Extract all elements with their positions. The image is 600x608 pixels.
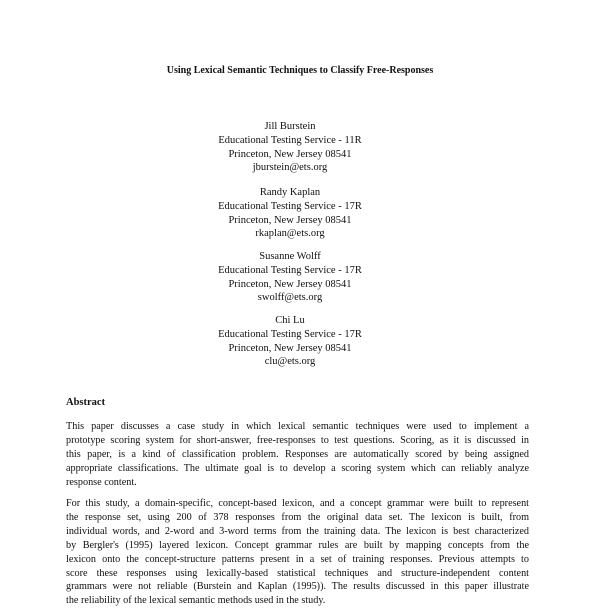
author-email: swolff@ets.org bbox=[257, 292, 323, 304]
author-name: Randy Kaplan bbox=[259, 187, 321, 198]
abstract-line: response content. bbox=[66, 476, 137, 488]
author-name: Jill Burstein bbox=[264, 121, 316, 132]
abstract-line: score these responses using lexically-based statistical techniques and structure-independent content bbox=[66, 567, 529, 579]
abstract-line: appropriate classifications. The ultimate goal is to develop a scoring system which can reliably analyze bbox=[66, 462, 529, 474]
author-address: Princeton, New Jersey 08541 bbox=[228, 342, 352, 354]
author-affiliation: Educational Testing Service - 17R bbox=[218, 264, 362, 276]
author-affiliation: Educational Testing Service - 11R bbox=[218, 134, 362, 146]
abstract-line: the response set, using 200 of 378 responses from the original data set. The lexicon is built, from bbox=[66, 511, 529, 523]
abstract-line: this paper, is a kind of classification problem. Responses are automatically scored by being assigned bbox=[66, 448, 529, 460]
paper-title: Using Lexical Semantic Techniques to Classify Free-Responses bbox=[166, 65, 434, 76]
abstract-line: prototype scoring system for short-answer, free-responses to test questions. Scoring, as it is discussed in bbox=[66, 434, 529, 446]
author-email: clu@ets.org bbox=[264, 356, 316, 368]
abstract-heading: Abstract bbox=[66, 397, 106, 408]
abstract-paragraph bbox=[66, 497, 529, 608]
author-block bbox=[0, 120, 580, 175]
author-address: Princeton, New Jersey 08541 bbox=[228, 148, 352, 160]
author-address: Princeton, New Jersey 08541 bbox=[228, 214, 352, 226]
author-block bbox=[0, 250, 580, 305]
author-address: Princeton, New Jersey 08541 bbox=[228, 278, 352, 290]
author-affiliation: Educational Testing Service - 17R bbox=[218, 200, 362, 212]
abstract-line: This paper discusses a case study in which lexical semantic techniques were used to implement a bbox=[66, 421, 529, 432]
author-affiliation: Educational Testing Service - 17R bbox=[218, 328, 362, 340]
author-block bbox=[0, 314, 580, 369]
abstract-line: For this study, a domain-specific, concept-based lexicon, and a concept grammar were built to represent bbox=[66, 498, 529, 509]
author-name: Chi Lu bbox=[275, 315, 305, 326]
abstract-line: grammars were not reliable (Burstein and Kaplan (1995)). The results discussed in this paper illustrate bbox=[66, 581, 529, 593]
author-name: Susanne Wolff bbox=[259, 251, 321, 262]
abstract-line: lexicon onto the concept-structure patterns present in a set of training responses. Previous attempts to bbox=[66, 553, 529, 565]
author-email: rkaplan@ets.org bbox=[255, 228, 325, 240]
abstract-line: the reliability of the lexical semantic methods used in the study. bbox=[66, 595, 326, 607]
abstract-line: by Bergler's (1995) layered lexicon. Concept grammar rules are built by mapping concepts from the bbox=[66, 539, 529, 551]
abstract-paragraph bbox=[66, 420, 529, 490]
author-block bbox=[0, 186, 580, 241]
abstract-line: individual words, and 2-word and 3-word terms from the training data. The lexicon is best characterized bbox=[66, 525, 529, 537]
author-email: jburstein@ets.org bbox=[252, 162, 328, 174]
